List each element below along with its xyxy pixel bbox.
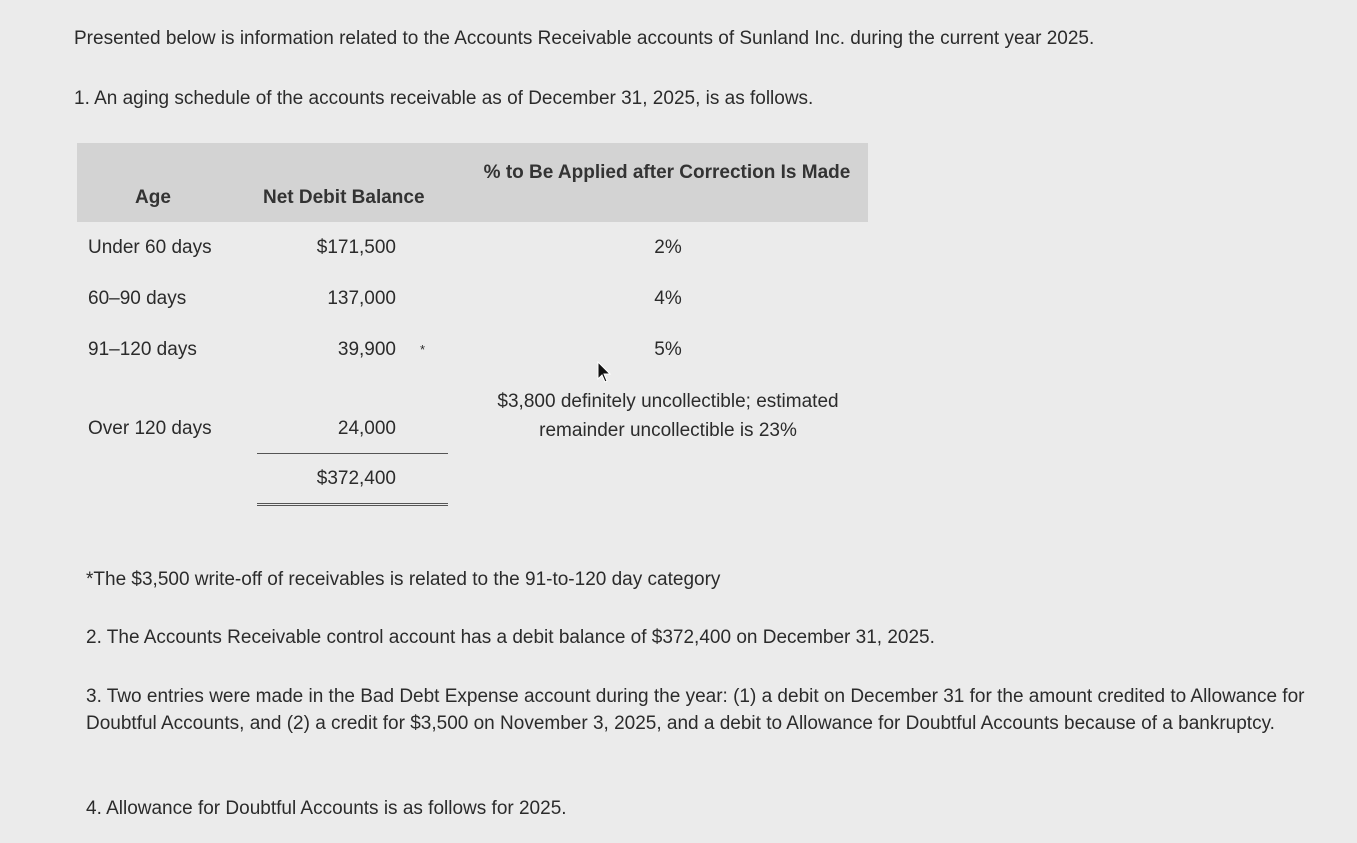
row-2-percent: 4% [654, 288, 682, 309]
row-2-balance: 137,000 [327, 288, 396, 309]
row-1-age: Under 60 days [88, 237, 212, 258]
row-3-balance: 39,900 [337, 339, 396, 360]
asterisk-marker: * [420, 342, 426, 357]
row-4-balance: 24,000 [337, 418, 396, 439]
mouse-pointer-icon [596, 361, 612, 383]
row-3-age: 91–120 days [88, 339, 197, 360]
item-3-text: 3. Two entries were made in the Bad Debt Expense account during the year: (1) a debit on December 31 for the amount credited to Allowance for Doubtful Accounts, and (2) a credit for $3,500 on November 3, 2025, and a debit to Allowance for Doubtful Accounts because of a bankruptcy. [86, 686, 1305, 734]
header-percent-applied: % to Be Applied after Correction Is Made [483, 162, 851, 183]
header-age: Age [135, 187, 171, 208]
header-net-debit-balance: Net Debit Balance [263, 187, 425, 208]
subtotal-rule [257, 453, 448, 454]
row-4-percent: $3,800 definitely uncollectible; estimated remainder uncollectible is 23% [497, 391, 839, 441]
row-3-percent: 5% [654, 339, 682, 360]
table-header [77, 143, 868, 222]
total-double-rule [257, 503, 448, 506]
item-4-text: 4. Allowance for Doubtful Accounts is as follows for 2025. [86, 798, 567, 819]
item-1-text: 1. An aging schedule of the accounts receivable as of December 31, 2025, is as follows. [74, 88, 814, 109]
intro-text: Presented below is information related to the Accounts Receivable accounts of Sunland Inc. during the current year 2025. [74, 28, 1095, 49]
row-1-percent: 2% [654, 237, 682, 258]
row-4-age: Over 120 days [88, 418, 212, 439]
row-2-age: 60–90 days [88, 288, 187, 309]
total-balance: $372,400 [316, 468, 396, 489]
footnote-text: *The $3,500 write-off of receivables is related to the 91-to-120 day category [86, 569, 721, 590]
item-2-text: 2. The Accounts Receivable control account has a debit balance of $372,400 on December 31, 2025. [86, 627, 935, 648]
row-1-balance: $171,500 [316, 237, 396, 258]
